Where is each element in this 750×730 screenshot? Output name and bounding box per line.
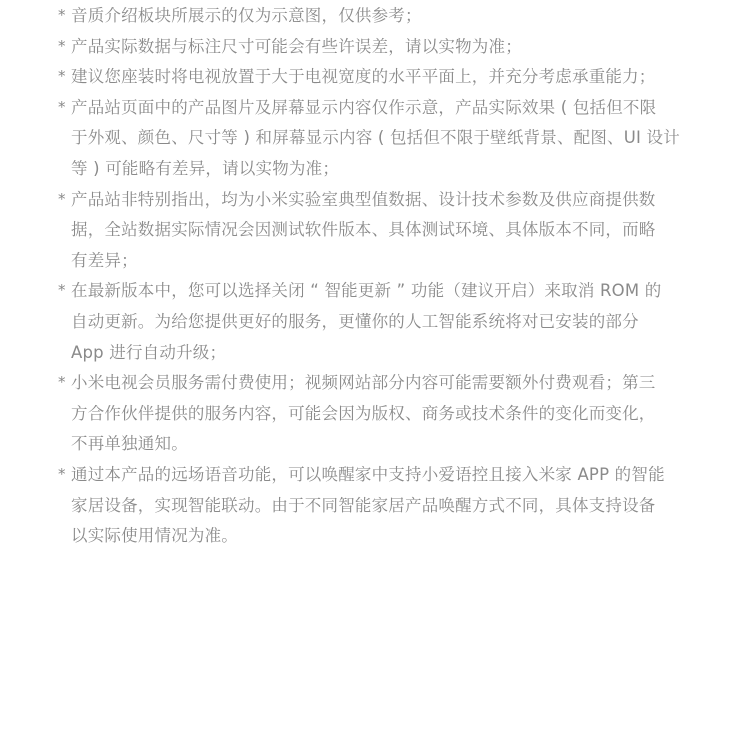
- note-line: 通过本产品的远场语音功能，可以唤醒家中支持小爱语控且接入米家 APP 的智能: [71, 464, 665, 484]
- asterisk-marker: *: [58, 281, 66, 300]
- note-line: 音质介绍板块所展示的仅为示意图，仅供参考；: [71, 6, 422, 25]
- asterisk-marker: *: [58, 373, 66, 392]
- note-line: 不再单独通知。: [71, 434, 188, 454]
- asterisk-marker: *: [58, 464, 66, 483]
- note-line: 在最新版本中，您可以选择关闭 “ 智能更新 ” 功能（建议开启）来取消 ROM 的: [71, 281, 662, 301]
- asterisk-marker: *: [58, 67, 66, 86]
- note-line: 以实际使用情况为准。: [71, 526, 238, 546]
- note-line: App 进行自动升级；: [71, 342, 227, 362]
- note-item: [58, 460, 698, 552]
- note-item: [58, 276, 698, 368]
- note-item: [58, 32, 698, 63]
- note-line: 小米电视会员服务需付费使用；视频网站部分内容可能需要额外付费观看；第三: [71, 373, 656, 393]
- asterisk-marker: *: [58, 6, 66, 24]
- note-line: 产品实际数据与标注尺寸可能会有些许误差，请以实物为准；: [71, 36, 522, 56]
- disclaimer-notes: [58, 1, 698, 552]
- note-line: 家居设备，实现智能联动。由于不同智能家居产品唤醒方式不同，具体支持设备: [71, 495, 656, 515]
- note-line: 有差异；: [71, 250, 138, 270]
- note-line: 等 ) 可能略有差异，请以实物为准；: [71, 158, 340, 178]
- note-line: 产品站非特别指出，均为小米实验室典型值数据、设计技术参数及供应商提供数: [71, 189, 656, 209]
- asterisk-marker: *: [58, 97, 66, 116]
- note-item: [58, 368, 698, 460]
- note-item: [58, 62, 698, 93]
- note-line: 产品站页面中的产品图片及屏幕显示内容仅作示意，产品实际效果 ( 包括但不限: [71, 97, 657, 117]
- note-line: 建议您座装时将电视放置于大于电视宽度的水平平面上，并充分考虑承重能力；: [71, 67, 656, 87]
- note-item: [58, 1, 698, 32]
- note-item: [58, 185, 698, 277]
- asterisk-marker: *: [58, 189, 66, 208]
- note-item: [58, 93, 698, 185]
- note-line: 据，全站数据实际情况会因测试软件版本、具体测试环境、具体版本不同，而略: [71, 220, 656, 240]
- note-line: 方合作伙伴提供的服务内容，可能会因为版权、商务或技术条件的变化而变化，: [71, 403, 656, 423]
- asterisk-marker: *: [58, 36, 66, 55]
- note-line: 于外观、颜色、尺寸等 ) 和屏幕显示内容 ( 包括但不限于壁纸背景、配图、UI 设计: [71, 128, 680, 148]
- note-line: 自动更新。为给您提供更好的服务，更懂你的人工智能系统将对已安装的部分: [71, 311, 639, 331]
